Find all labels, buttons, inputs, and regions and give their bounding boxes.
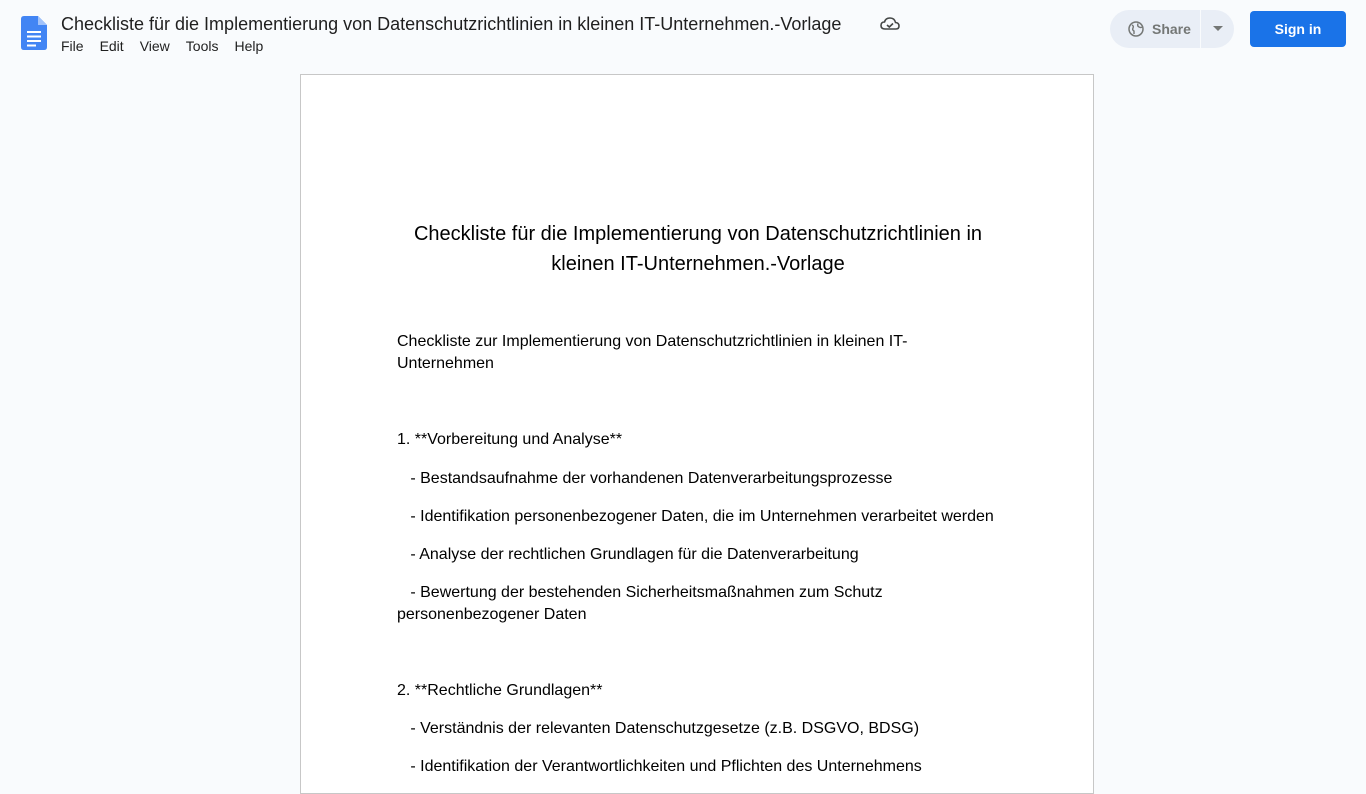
- globe-icon: [1128, 21, 1144, 37]
- share-button-group: [1110, 10, 1234, 48]
- document-title[interactable]: Checkliste für die Implementierung von Datenschutzrichtlinien in kleinen IT-Unternehmen.-Vorlage: [61, 14, 842, 34]
- intro-paragraph: Checkliste zur Implementierung von Datenschutzrichtlinien in kleinen IT-Unternehmen: [397, 333, 908, 372]
- menu-bar: [53, 36, 271, 56]
- menu-help[interactable]: Help: [234, 38, 264, 54]
- share-dropdown-button[interactable]: [1201, 10, 1234, 48]
- app-header: [0, 0, 1366, 64]
- section1-heading: 1. **Vorbereitung und Analyse**: [397, 431, 623, 448]
- menu-view[interactable]: View: [139, 38, 170, 54]
- menu-file[interactable]: File: [61, 38, 84, 54]
- section1-item: - Bestandsaufnahme der vorhandenen Datenverarbeitungsprozesse: [397, 470, 893, 487]
- menu-edit[interactable]: Edit: [99, 38, 124, 54]
- share-label: Share: [1152, 21, 1191, 37]
- menu-tools[interactable]: Tools: [185, 38, 219, 54]
- share-button[interactable]: [1110, 10, 1192, 48]
- section2-item: - Identifikation der Verantwortlichkeiten und Pflichten des Unternehmens: [397, 758, 922, 775]
- caret-down-icon: [1213, 26, 1223, 32]
- sign-in-button[interactable]: Sign in: [1250, 11, 1346, 47]
- section2-heading: 2. **Rechtliche Grundlagen**: [397, 682, 603, 699]
- document-page[interactable]: [300, 74, 1094, 794]
- document-heading: Checkliste für die Implementierung von Datenschutzrichtlinien in kleinen IT-Unternehmen.-Vorlage: [413, 223, 983, 275]
- google-docs-icon[interactable]: [21, 16, 47, 50]
- section1-item: - Analyse der rechtlichen Grundlagen für die Datenverarbeitung: [397, 546, 859, 563]
- cloud-icon[interactable]: [879, 14, 901, 34]
- section1-item: - Bewertung der bestehenden Sicherheitsmaßnahmen zum Schutz personenbezogener Daten: [397, 584, 888, 623]
- section2-item: - Verständnis der relevanten Datenschutzgesetze (z.B. DSGVO, BDSG): [397, 720, 920, 737]
- section1-item: - Identifikation personenbezogener Daten, die im Unternehmen verarbeitet werden: [397, 508, 994, 525]
